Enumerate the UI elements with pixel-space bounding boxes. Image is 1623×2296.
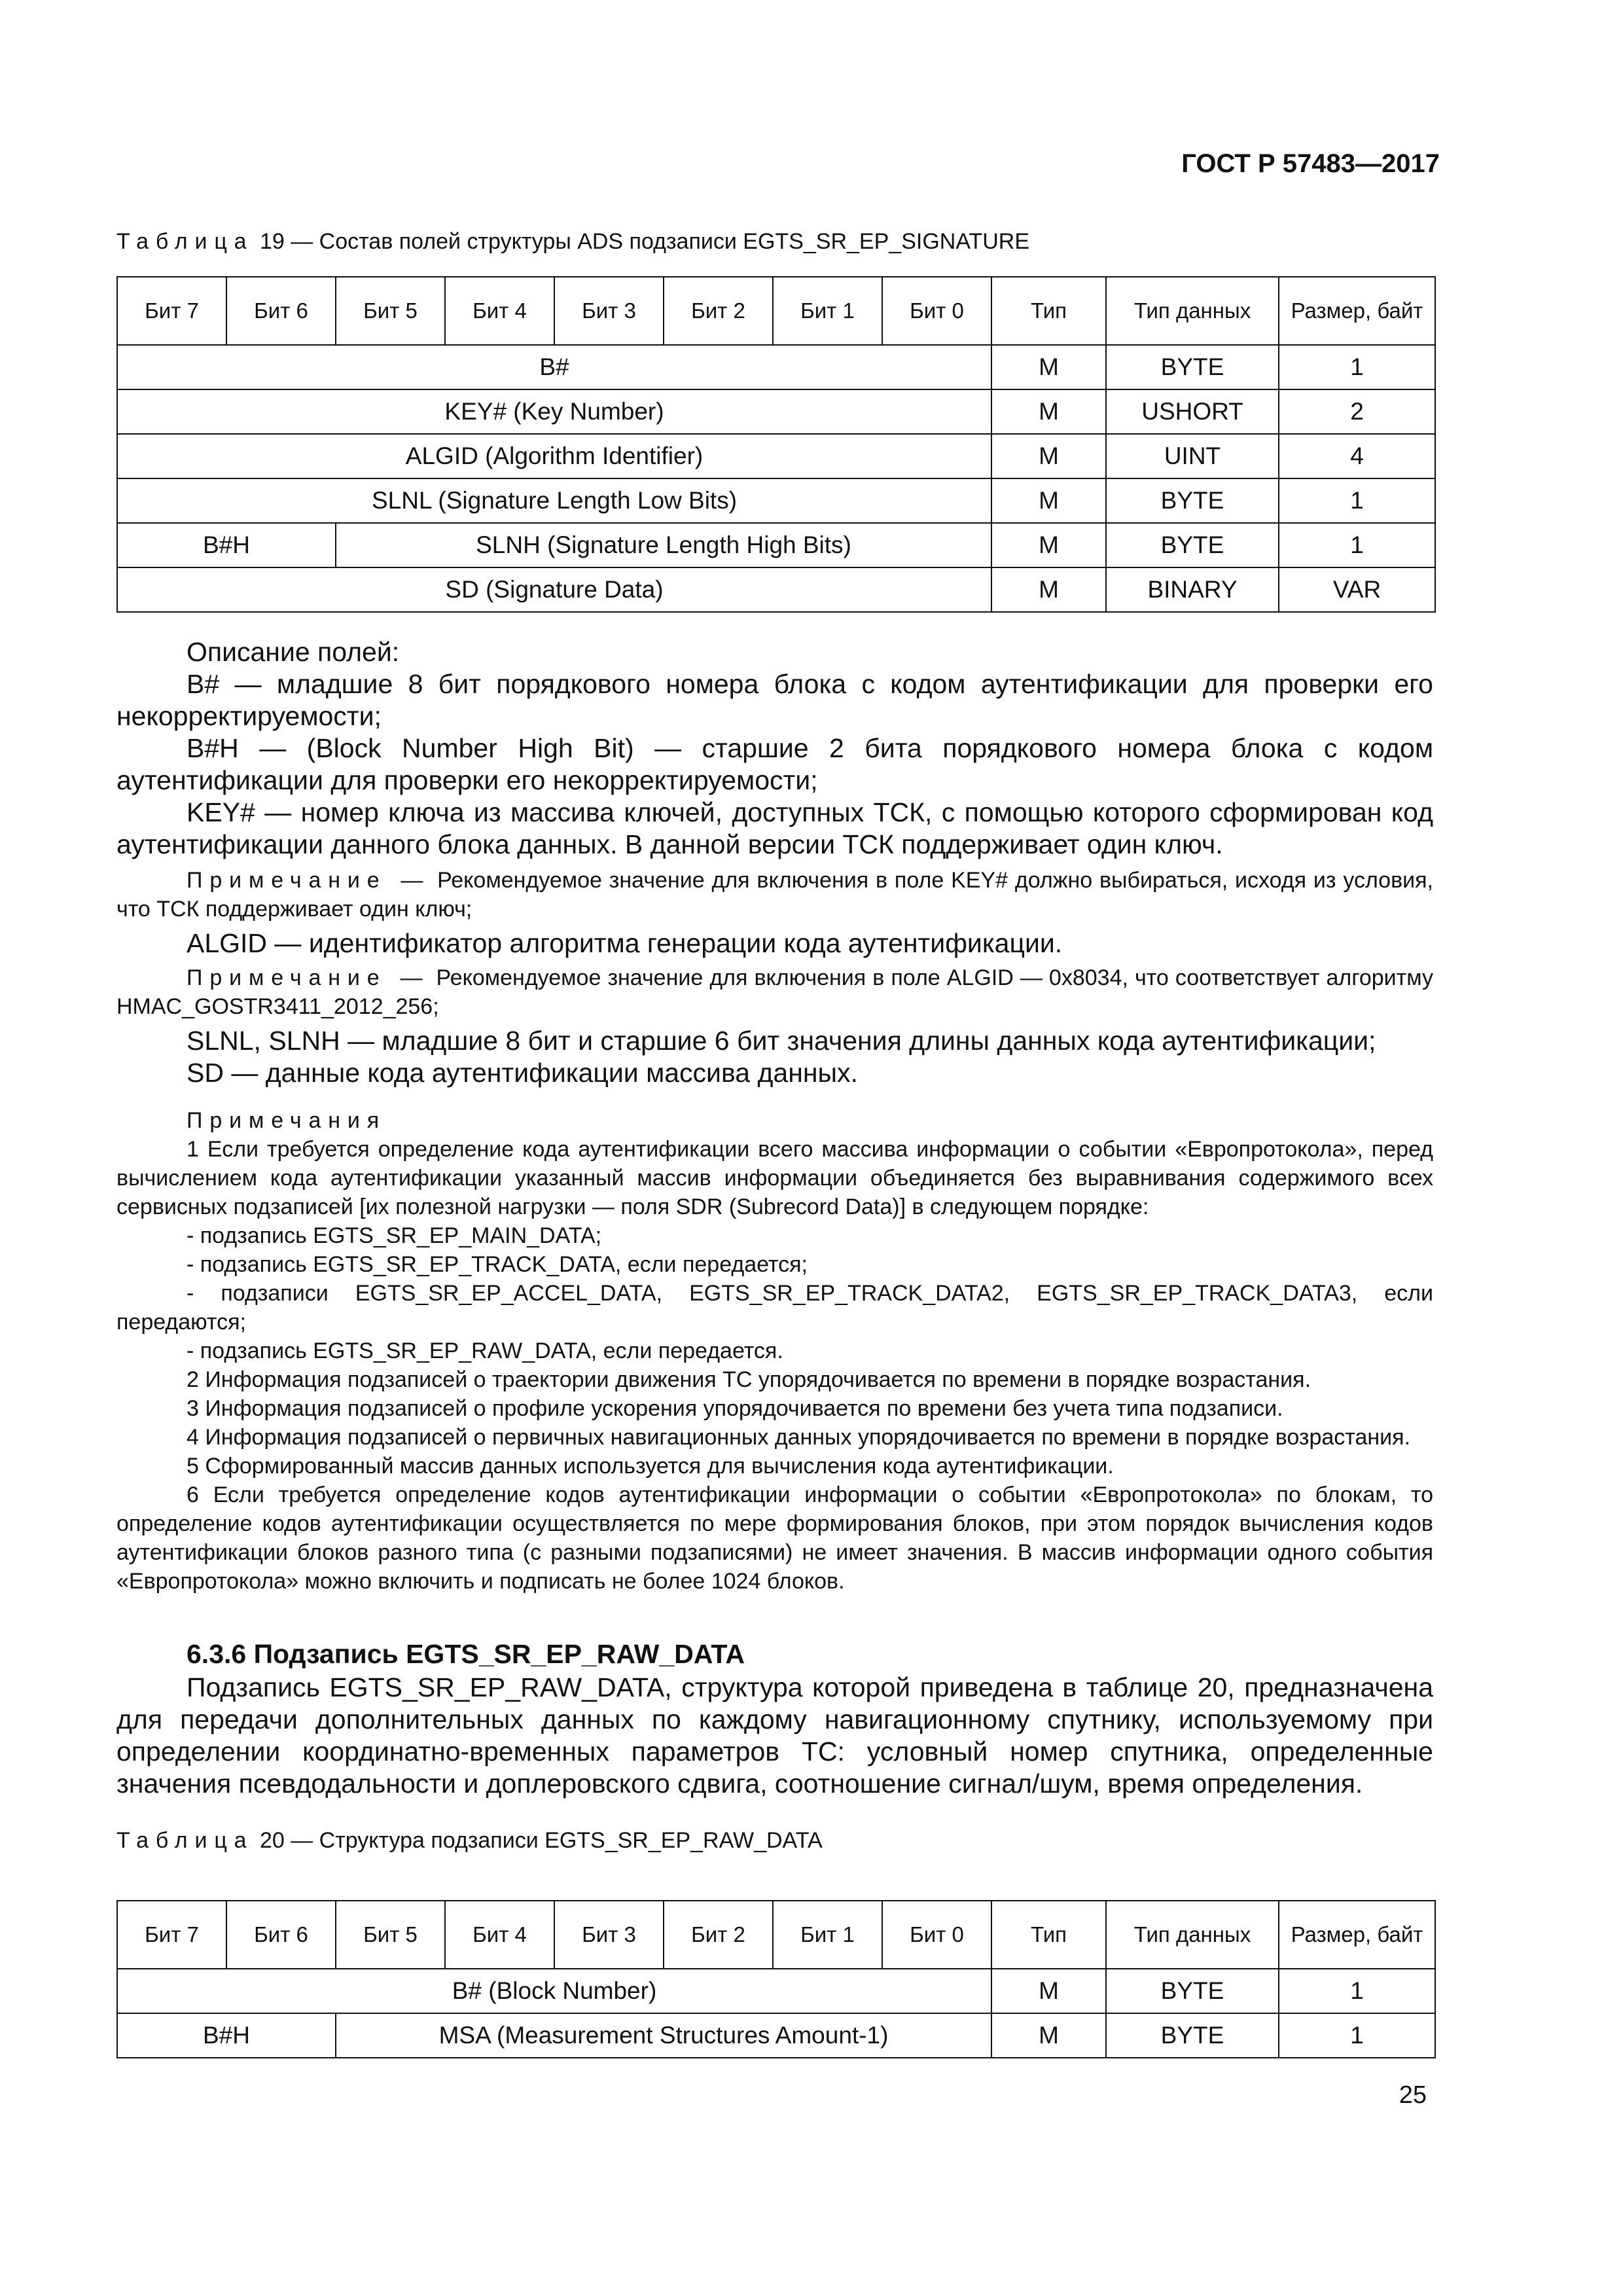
- description-title: Описание полей:: [187, 637, 400, 667]
- header-cell: Бит 6: [226, 277, 336, 345]
- description-slnl: SLNL, SLNH — младшие 8 бит и старшие 6 бит значения длины данных кода аутентификации;: [187, 1026, 1376, 1056]
- header-cell: Бит 2: [664, 277, 773, 345]
- type-cell: M: [991, 523, 1106, 567]
- dtype-cell: BYTE: [1106, 478, 1279, 523]
- header-cell: Бит 7: [117, 277, 226, 345]
- field-cell: SLNH (Signature Length High Bits): [336, 523, 991, 567]
- field-cell: KEY# (Key Number): [117, 389, 991, 434]
- table-caption-label: Таблица: [116, 1828, 254, 1853]
- note-3: 3 Информация подзаписей о профиле ускорения упорядочивается по времени без учета типа подзаписи.: [187, 1396, 1283, 1421]
- header-cell: Бит 3: [554, 1901, 664, 1969]
- size-cell: 1: [1279, 2013, 1435, 2058]
- size-cell: 1: [1279, 478, 1435, 523]
- description-algid: ALGID — идентификатор алгоритма генерации кода аутентификации.: [187, 928, 1063, 958]
- dtype-cell: BYTE: [1106, 523, 1279, 567]
- header-cell: Тип: [991, 1901, 1106, 1969]
- section-6-3-6: [116, 1636, 1433, 1800]
- type-cell: M: [991, 1969, 1106, 2013]
- dtype-cell: BYTE: [1106, 345, 1279, 389]
- table-19: [116, 276, 1436, 613]
- header-cell: Бит 5: [336, 1901, 445, 1969]
- header-cell: Размер, байт: [1279, 277, 1435, 345]
- dtype-cell: UINT: [1106, 434, 1279, 478]
- table-row: [117, 523, 1435, 567]
- type-cell: M: [991, 567, 1106, 612]
- header-cell: Тип данных: [1106, 1901, 1279, 1969]
- description-key: KEY# — номер ключа из массива ключей, доступных ТСК, с помощью которого сформирован код аутентификации данного блока данных. В данной версии ТСК поддерживает один ключ.: [116, 797, 1433, 859]
- field-cell: SLNL (Signature Length Low Bits): [117, 478, 991, 523]
- header-cell: Бит 1: [773, 277, 882, 345]
- table-row: [117, 1969, 1435, 2013]
- note-bullet: - подзапись EGTS_SR_EP_TRACK_DATA, если передается;: [187, 1252, 808, 1277]
- size-cell: 1: [1279, 523, 1435, 567]
- field-cell: B# (Block Number): [117, 1969, 991, 2013]
- size-cell: 2: [1279, 389, 1435, 434]
- header-cell: Тип данных: [1106, 277, 1279, 345]
- note-2: 2 Информация подзаписей о траектории движения ТС упорядочивается по времени в порядке возрастания.: [187, 1367, 1311, 1392]
- field-cell: SD (Signature Data): [117, 567, 991, 612]
- note-label: Примечание —: [187, 868, 431, 893]
- note-text: Рекомендуемое значение для включения в поле KEY# должно выбираться, исходя из условия, что ТСК поддерживает один ключ;: [116, 868, 1433, 922]
- field-cell: ALGID (Algorithm Identifier): [117, 434, 991, 478]
- header-cell: Бит 4: [445, 1901, 554, 1969]
- table-20: [116, 1900, 1436, 2058]
- section-heading: 6.3.6 Подзапись EGTS_SR_EP_RAW_DATA: [187, 1639, 745, 1669]
- type-cell: M: [991, 2013, 1106, 2058]
- header-cell: Бит 0: [882, 1901, 991, 1969]
- table-header-row: [117, 277, 1435, 345]
- note-algid: [116, 963, 1433, 1021]
- note-1: 1 Если требуется определение кода аутентификации всего массива информации о событии «Европротокола», перед вычислением кода аутентификации указанный массив информации объединяется без выравнивания содержимого всех сервисных подзаписей [их полезной нагрузки — поля SDR (Subrecord Data)] в следующем порядке:: [116, 1137, 1433, 1219]
- header-cell: Бит 2: [664, 1901, 773, 1969]
- table-caption-text: 19 — Состав полей структуры ADS подзаписи EGTS_SR_EP_SIGNATURE: [259, 229, 1030, 254]
- table-row: [117, 478, 1435, 523]
- standard-header: ГОСТ Р 57483—2017: [1181, 149, 1440, 178]
- size-cell: 4: [1279, 434, 1435, 478]
- description-bh: B#H — (Block Number High Bit) — старшие 2 бита порядкового номера блока с кодом аутентификации для проверки его некорректируемости;: [116, 733, 1433, 795]
- description-b: B# — младшие 8 бит порядкового номера блока с кодом аутентификации для проверки его некорректируемости;: [116, 669, 1433, 731]
- header-cell: Размер, байт: [1279, 1901, 1435, 1969]
- type-cell: M: [991, 434, 1106, 478]
- note-bullet: - подзапись EGTS_SR_EP_MAIN_DATA;: [187, 1223, 602, 1248]
- header-cell: Бит 0: [882, 277, 991, 345]
- note-6: 6 Если требуется определение кодов аутентификации информации о событии «Европротокола» по блокам, то определение кодов аутентификации осуществляется по мере формирования блоков, при этом порядок вычисления кодов аутентификации блоков разного типа (с разными подзаписями) не имеет значения. В массив информации одного события «Европротокола» можно включить и подписать не более 1024 блоков.: [116, 1482, 1433, 1594]
- note-5: 5 Сформированный массив данных используется для вычисления кода аутентификации.: [187, 1454, 1114, 1479]
- note-4: 4 Информация подзаписей о первичных навигационных данных упорядочивается по времени в порядке возрастания.: [187, 1425, 1411, 1450]
- note-key: [116, 866, 1433, 924]
- header-cell: Бит 5: [336, 277, 445, 345]
- subfield-cell: B#H: [117, 2013, 336, 2058]
- header-cell: Бит 4: [445, 277, 554, 345]
- size-cell: 1: [1279, 345, 1435, 389]
- size-cell: VAR: [1279, 567, 1435, 612]
- field-cell: MSA (Measurement Structures Amount-1): [336, 2013, 991, 2058]
- header-cell: Бит 1: [773, 1901, 882, 1969]
- field-description: [116, 636, 1433, 1089]
- note-text: Рекомендуемое значение для включения в поле ALGID — 0x8034, что соответствует алгоритму HMAC_GOSTR3411_2012_256;: [116, 965, 1434, 1019]
- notes-block: [116, 1106, 1433, 1596]
- table-header-row: [117, 1901, 1435, 1969]
- table-19-caption: [116, 229, 1029, 255]
- table-caption-label: Таблица: [116, 229, 254, 254]
- type-cell: M: [991, 478, 1106, 523]
- section-paragraph: Подзапись EGTS_SR_EP_RAW_DATA, структура которой приведена в таблице 20, предназначена для передачи дополнительных данных по каждому навигационному спутнику, используемому при определении координатно-временных параметров ТС: условный номер спутника, определенные значения псевдодальности и доплеровского сдвига, соотношение сигнал/шум, время определения.: [116, 1672, 1433, 1799]
- table-row: [117, 389, 1435, 434]
- header-cell: Тип: [991, 277, 1106, 345]
- note-label: Примечание —: [187, 965, 430, 990]
- subfield-cell: B#H: [117, 523, 336, 567]
- type-cell: M: [991, 389, 1106, 434]
- header-cell: Бит 3: [554, 277, 664, 345]
- type-cell: M: [991, 345, 1106, 389]
- table-row: [117, 567, 1435, 612]
- field-cell: B#: [117, 345, 991, 389]
- note-bullet: - подзаписи EGTS_SR_EP_ACCEL_DATA, EGTS_SR_EP_TRACK_DATA2, EGTS_SR_EP_TRACK_DATA3, если передаются;: [116, 1281, 1433, 1335]
- header-cell: Бит 7: [117, 1901, 226, 1969]
- size-cell: 1: [1279, 1969, 1435, 2013]
- description-sd: SD — данные кода аутентификации массива данных.: [187, 1058, 858, 1088]
- dtype-cell: BINARY: [1106, 567, 1279, 612]
- dtype-cell: BYTE: [1106, 1969, 1279, 2013]
- table-row: [117, 434, 1435, 478]
- notes-label: Примечания: [187, 1108, 387, 1133]
- note-bullet: - подзапись EGTS_SR_EP_RAW_DATA, если передается.: [187, 1338, 783, 1363]
- page-number: 25: [1399, 2081, 1427, 2109]
- table-20-caption: [116, 1828, 823, 1854]
- header-cell: Бит 6: [226, 1901, 336, 1969]
- dtype-cell: USHORT: [1106, 389, 1279, 434]
- dtype-cell: BYTE: [1106, 2013, 1279, 2058]
- table-caption-text: 20 — Структура подзаписи EGTS_SR_EP_RAW_DATA: [259, 1828, 823, 1853]
- table-row: [117, 345, 1435, 389]
- table-row: [117, 2013, 1435, 2058]
